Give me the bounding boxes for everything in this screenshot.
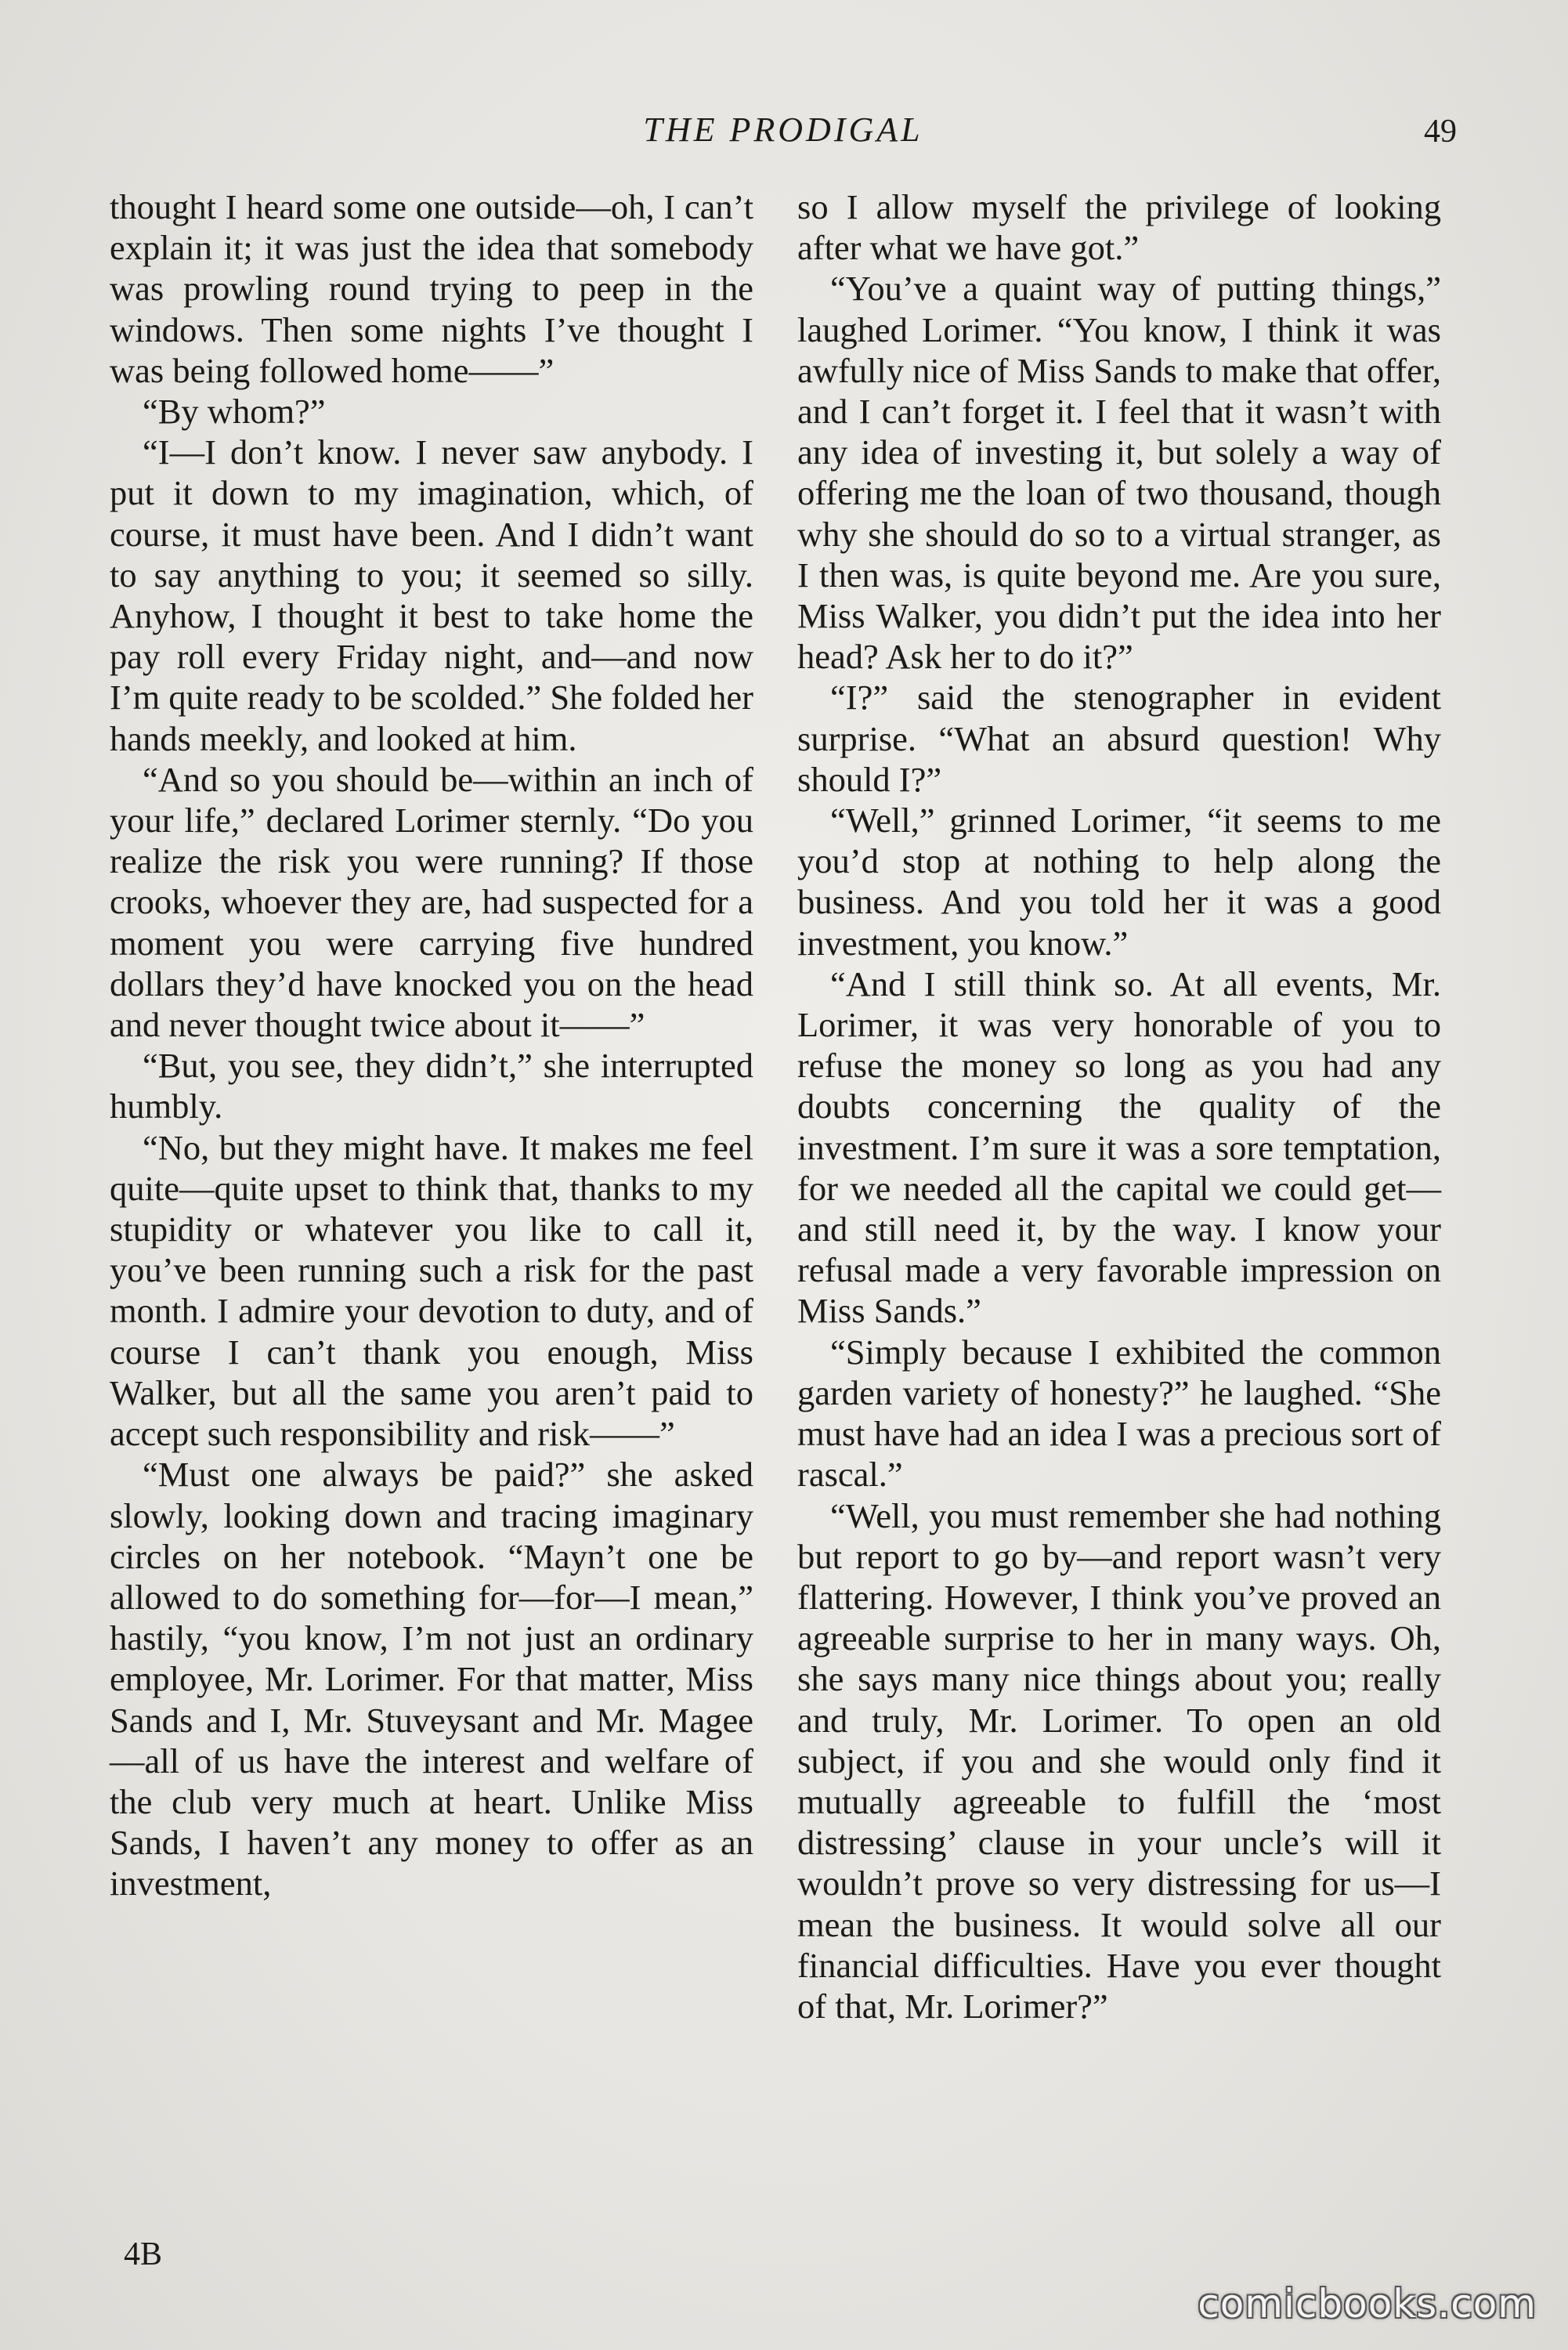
left-column [110,186,753,1904]
paragraph: “Well,” grinned Lorimer, “it seems to me you’d stop at nothing to help along the business. And you told her it was a good investment, you know.” [797,801,1441,963]
paragraph: “And so you should be—within an inch of your life,” declared Lorimer sternly. “Do you realize the risk you were running? If those crooks, whoever they are, had suspected for a moment you were carrying five hundred dollars they’d have knocked you on the head and never thought twice about it——” [110,759,753,1045]
paragraph: “I?” said the stenographer in evident surprise. “What an absurd question! Why should I?” [797,678,1441,799]
paragraph: “Well, you must remember she had nothing but report to go by—and report wasn’t very flattering. However, I think you’ve proved an agreeable surprise to her in many ways. Oh, she says many nice things about you; really and truly, Mr. Lorimer. To open an old subject, if you and she would only find it mutually agreeable to fulfill the ‘most distressing’ clause in your uncle’s will it wouldn’t prove so very distressing for us—I mean the business. It would solve all our financial difficulties. Have you ever thought of that, Mr. Lorimer?” [797,1495,1441,2026]
right-column [797,186,1441,2026]
paragraph: “No, but they might have. It makes me feel quite—quite upset to think that, thanks to my stupidity or whatever you like to call it, you’ve been running such a risk for the past month. I admire your devotion to duty, and of course I can’t thank you enough, Miss Walker, but all the same you aren’t paid to accept such responsibility and risk——” [110,1127,753,1454]
paragraph: “By whom?” [143,392,326,432]
page-header [110,110,1457,157]
paragraph: so I allow myself the privilege of looking after what we have got.” [797,187,1441,268]
paragraph: “Simply because I exhibited the common garden variety of honesty?” he laughed. “She must have had an idea I was a precious sort of rascal.” [797,1332,1441,1495]
paragraph: “But, you see, they didn’t,” she interrupted humbly. [110,1046,753,1126]
paragraph: thought I heard some one outside—oh, I can’t explain it; it was just the idea that somebody was prowling round trying to peep in the windows. Then some nights I’ve thought I was being followed home——” [110,187,753,390]
paragraph: “Must one always be paid?” she asked slowly, looking down and tracing imaginary circles on her notebook. “Mayn’t one be allowed to do something for—for—I mean,” hastily, “you know, I’m not just an ordinary employee, Mr. Lorimer. For that matter, Miss Sands and I, Mr. Stuveysant and Mr. Magee—all of us have the interest and welfare of the club very much at heart. Unlike Miss Sands, I haven’t any money to offer as an investment, [110,1455,753,1904]
watermark: comicbooks.com [1198,2281,1537,2326]
paragraph: “I—I don’t know. I never saw anybody. I put it down to my imagination, which, of course, it must have been. And I didn’t want to say anything to you; it seemed so silly. Anyhow, I thought it best to take home the pay roll every Friday night, and—and now I’m quite ready to be scolded.” She folded her hands meekly, and looked at him. [110,432,753,758]
paragraph: “You’ve a quaint way of putting things,” laughed Lorimer. “You know, I think it was awfully nice of Miss Sands to make that offer, and I can’t forget it. I feel that it wasn’t with any idea of investing it, but solely a way of offering me the loan of two thousand, though why she should do so to a virtual stranger, as I then was, is quite beyond me. Are you sure, Miss Walker, you didn’t put the idea into her head? Ask her to do it?” [797,269,1441,677]
running-title: THE PRODIGAL [643,110,923,149]
paragraph: “And I still think so. At all events, Mr. Lorimer, it was very honorable of you to refuse the money so long as you had any doubts concerning the quality of the investment. I’m sure it was a sore temptation, for we needed all the capital we could get—and still need it, by the way. I know your refusal made a very favorable impression on Miss Sands.” [797,964,1441,1331]
page-number: 49 [1424,114,1457,150]
signature-mark: 4B [124,2236,163,2272]
